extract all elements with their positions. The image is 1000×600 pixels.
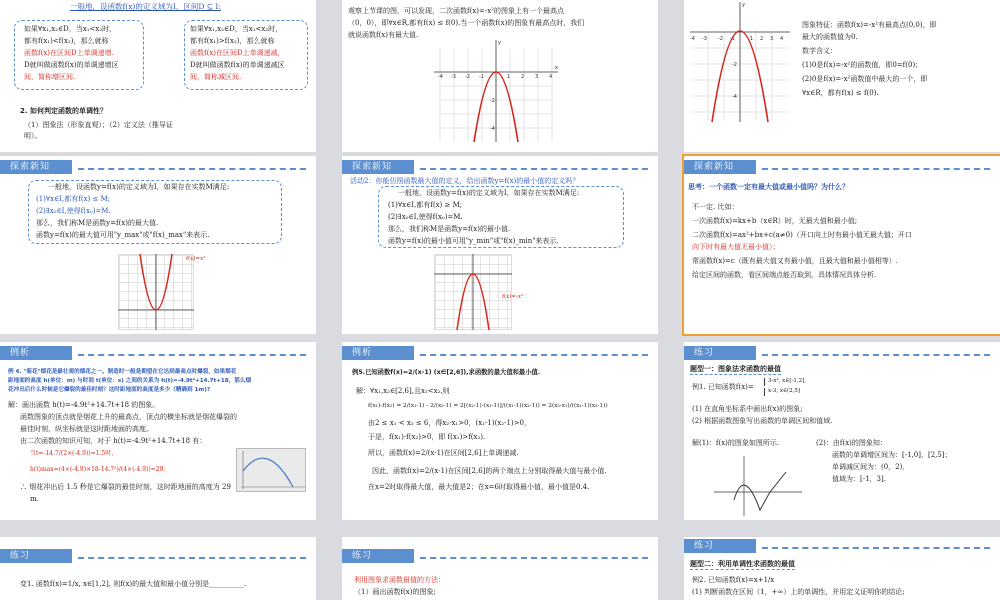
meaning-line-1: (1)0是f(x)=-x²的函数值，即0=f(0)；: [802, 61, 923, 69]
dec-line-5: 间，简称减区间.: [190, 73, 242, 81]
svg-text:1: 1: [507, 74, 511, 80]
solution-line-1: 解：画出函数 h(t)=-4.9t²+14.7t+18 的图象。: [8, 401, 160, 409]
think-question: 思考：一个函数一定有最大值或最小值吗？为什么？: [688, 183, 849, 191]
slide-11-practice[interactable]: [342, 537, 658, 600]
answer-line-1: （1）图象法（形象直观）；（2）定义法（推导证: [24, 121, 173, 129]
slide-tag: 练习: [342, 549, 414, 563]
def-line-1: 一般地，设函数y=f(x)的定义域为I，如果存在实数M满足:: [48, 183, 230, 191]
question: 2. 如何判定函数的单调性？: [20, 107, 107, 115]
svg-text:3: 3: [535, 74, 539, 80]
dec-line-1: 如果∀x₁,x₂∈D，当x₁<x₂时，: [190, 25, 283, 33]
svg-text:-4: -4: [732, 94, 737, 100]
title-band: [684, 346, 1000, 360]
answer-line-3: 二次函数f(x)=ax²+bx+c(a≠0)（开口向上时有最小值无最大值；开口: [692, 231, 912, 239]
slide-1-monotonic-definition[interactable]: [0, 0, 316, 152]
answer-line-6: 给定区间的函数，看区间端点能否取到，具体情况具体分析.: [692, 271, 877, 279]
slide-tag: 例析: [342, 346, 414, 360]
slide-tag: 探索新知: [342, 160, 414, 174]
parabola-graph: [430, 38, 562, 146]
inc-line-2: 都有f(x₁)<f(x₂)，那么就称: [24, 37, 109, 45]
example-statement: 例2. 已知函数f(x)=x+1/x: [692, 576, 775, 584]
svg-text:-2: -2: [490, 98, 495, 104]
slide-5-min-definition[interactable]: [342, 156, 658, 334]
inc-line-5: 间，简称增区间.: [24, 73, 76, 81]
exercise-1: 变1. 函数f(x)=1/x, x∈[1,2], 则f(x)的最大值和最小值分别是__________.: [20, 580, 247, 588]
def-line-3: (2)∃x₀∈I,使得f(x₀)=M.: [36, 207, 111, 215]
task-1: (1) 判断函数在区间（1，+∞）上的单调性，并用定义证明你的结论;: [692, 588, 905, 596]
slide-4-max-definition[interactable]: [0, 156, 316, 334]
type-heading: 题型一：图象法求函数的最值: [690, 364, 781, 375]
inc-line-1: 如果∀x₁,x₂∈D，当x₁<x₂时，: [24, 25, 117, 33]
answer-line-4: 向下时有最大值无最小值）；: [692, 243, 780, 251]
proof-line-4: 于是，f(x₁)-f(x₂)>0，即 f(x₁)>f(x₂).: [368, 433, 486, 441]
slide-tag: 探索新知: [684, 160, 756, 174]
def-line-5: 函数y=f(x)的最大值可用"y_max"或"f(x)_max"来表示.: [36, 231, 210, 239]
answer-4: 单调减区间为：(0，2)．: [832, 463, 910, 471]
def-line-2: (1)∀x∈I,都有f(x) ≥ M;: [388, 201, 463, 209]
svg-text:-2: -2: [732, 62, 737, 68]
function-label: f(x)=-x²: [502, 294, 524, 300]
meaning-line-3: ∀x∈R，都有f(x) ≤ f(0).: [802, 89, 879, 97]
svg-text:4: 4: [780, 36, 784, 42]
svg-text:4: 4: [549, 74, 553, 80]
proof-line-5: 所以，函数f(x)=2/(x-1)在区间[2,6]上单调递减.: [368, 449, 519, 457]
para-line-3: 就说函数f(x)有最大值.: [348, 31, 419, 39]
inc-line-3: 函数f(x)在区间D上单调递增.: [24, 49, 114, 57]
method-heading: 利用图象求函数最值的方法：: [354, 576, 445, 584]
dec-line-3: 函数f(x)在区间D上单调递减，: [190, 49, 285, 57]
dec-line-4: D就叫做函数f(x)的单调递减区: [190, 61, 285, 69]
svg-text:-3: -3: [451, 74, 456, 80]
svg-text:1: 1: [750, 36, 754, 42]
task-2: (2) 根据函数图象写出函数的单调区间和值域.: [692, 417, 833, 425]
slide-8-reciprocal-example[interactable]: [342, 342, 658, 520]
conclusion-line-1: ∴ 烟花冲出后 1.5 秒是它爆裂的最佳时刻，这时距地面的高度为 29: [20, 483, 231, 491]
parabola-graph-2: [688, 0, 792, 124]
svg-text:-1: -1: [479, 74, 484, 80]
conclusion-line-2: m.: [30, 495, 39, 503]
slide-tag: 练习: [0, 549, 72, 563]
title-band: [0, 160, 316, 174]
svg-text:-4: -4: [438, 74, 443, 80]
slide-2-max-observation[interactable]: [342, 0, 658, 152]
solution-line-5: 当t=-14.7/(2×(-4.9))=1.5时，: [30, 450, 118, 457]
proof-line-7: 在x=2时取得最大值，最大值是2；在x=6时取得最小值，最小值是0.4.: [368, 483, 590, 491]
title-band: [342, 346, 658, 360]
answer-line-2: 一次函数f(x)=kx+b（x∈R）时，无最大值和最小值;: [692, 217, 858, 225]
para-line-1: 观察上节课的图，可以发现，二次函数f(x)=-x²的图象上有一个最高点: [348, 7, 564, 15]
svg-text:-4: -4: [690, 36, 695, 42]
feature-line-1: 图象特征：函数f(x)=-x²有最高点(0,0)，即: [802, 21, 937, 29]
upward-parabola: [118, 254, 194, 330]
svg-text:-1: -1: [730, 36, 735, 42]
answer-5: 值域为：[-1，3].: [832, 475, 886, 483]
slide-3-max-meaning[interactable]: [684, 0, 1000, 152]
solution-line-3: 最佳时刻，纵坐标就是这时距地面的高度。: [20, 425, 153, 433]
svg-text:y: y: [742, 2, 745, 8]
type-heading: 题型二：利用单调性求函数的最值: [690, 559, 795, 570]
proof-line-6: 因此，函数f(x)=2/(x-1)在区间[2,6]的两个端点上分别取得最大值与最小值.: [372, 467, 607, 475]
svg-text:x: x: [555, 65, 558, 71]
meaning-line-2: (2)0是f(x)=-x²函数值中最大的一个，即: [802, 75, 928, 83]
example-statement: 例1. 已知函数f(x)=: [692, 383, 754, 391]
svg-text:2: 2: [760, 36, 764, 42]
def-line-4: 那么，我们称M是函数y=f(x)的最大值.: [36, 219, 159, 227]
answer-1: 解(1)：f(x)的图象如图所示.: [692, 439, 780, 447]
problem-line-3: 花冲出后什么时候是它爆裂的最佳时刻？这时距地面的高度是多少（精确到 1m)?: [8, 387, 211, 393]
def-line-4: 那么，我们称M是函数y=f(x)的最小值.: [388, 225, 511, 233]
svg-text:y: y: [498, 40, 501, 46]
solution-line-6: h(t)max=(4×(-4.9)×18-14.7²)/(4×(-4.9))≈29.: [30, 466, 166, 473]
svg-text:-2: -2: [718, 36, 723, 42]
slide-12-practice[interactable]: [684, 537, 1000, 600]
slide-tag: 例析: [0, 346, 72, 360]
svg-text:-4: -4: [490, 126, 495, 132]
title-band: [342, 160, 658, 174]
para-line-2: （0，0），即∀x∈R,都有f(x) ≤ f(0).当一个函数f(x)的图象有最高点时，我们: [348, 19, 585, 27]
function-label: f(x)=x²: [186, 256, 206, 262]
svg-text:-2: -2: [465, 74, 470, 80]
proof-line-1: 解：∀x₁,x₂∈[2,6],且x₁<x₂,则: [356, 387, 450, 395]
svg-text:2: 2: [521, 74, 525, 80]
task-1: (1) 在直角坐标系中画出f(x)的图象;: [692, 405, 803, 413]
height-graph: [236, 448, 306, 492]
inc-line-4: D就叫做函数f(x)的单调递增区: [24, 61, 119, 69]
piece-2: x-3, x∈(2,5]: [764, 388, 800, 396]
answer-line-5: 常函数f(x)=c（既有最大值又有最小值，且最大值和最小值相等）.: [692, 257, 899, 265]
answer-2: (2)：由f(x)的图象知：: [816, 439, 887, 447]
slide-10-practice[interactable]: [0, 537, 316, 600]
title-band: [684, 160, 1000, 174]
def-line-5: 函数y=f(x)的最小值可用"y_min"或"f(x)_min"来表示.: [388, 237, 559, 245]
svg-text:3: 3: [770, 36, 774, 42]
slide-tag: 练习: [684, 539, 756, 553]
solution-line-4: 由二次函数的知识可知，对于 h(t)=-4.9t²+14.7t+18 有：: [20, 437, 207, 445]
activity-question: 活动2：你能仿照函数最大值的定义，给出函数y=f(x)的最小值的定义吗？: [350, 177, 580, 185]
dec-line-2: 都有f(x₁)>f(x₂)，那么就称: [190, 37, 275, 45]
answer-line-2: 明）。: [24, 132, 42, 140]
proof-line-3: 由2 ≤ x₁ < x₂ ≤ 6，得x₂-x₁>0，(x₁-1)(x₂-1)>0，: [368, 419, 531, 427]
meaning-heading: 数学含义：: [802, 47, 837, 55]
slide-9-piecewise-practice[interactable]: [684, 342, 1000, 520]
slide-7-firework-example[interactable]: [0, 342, 316, 520]
title-band: [0, 549, 316, 563]
piece-1: 3-x², x∈[-1,2],: [764, 378, 806, 386]
downward-parabola: [434, 254, 512, 330]
feature-line-2: 最大的函数值为0.: [802, 33, 858, 41]
answer-3: 函数的单调增区间为：[-1,0]，[2,5]；: [832, 451, 952, 459]
svg-text:-3: -3: [702, 36, 707, 42]
slide-tag: 探索新知: [0, 160, 72, 174]
piecewise-graph: [710, 452, 806, 518]
problem-line-2: 距地面的高度 h(单位：m) 与时间 t(单位：s) 之间的关系为 h(t)=-4.9t²+14.7t+18，那么烟: [8, 378, 252, 384]
title-band: [684, 539, 1000, 553]
proof-line-2: f(x₁)-f(x₂) = 2/(x₁-1) - 2/(x₂-1) = 2[(x₂-1)-(x₁-1)]/((x₁-1)(x₂-1)) = 2(x₂-x₁)/((x₁-1)(x₂-1)): [368, 403, 608, 409]
slide-6-max-min-existence[interactable]: [684, 156, 1000, 334]
def-line-3: (2)∃x₀∈I,使得f(x₀)=M.: [388, 213, 463, 221]
method-step-1: （1）画出函数f(x)的图象;: [354, 588, 436, 596]
definition-heading: 一般地，设函数f(x)的定义域为I，区间D ⊆ I:: [70, 2, 221, 11]
problem-line-1: 例 4. "菊花"烟花是最壮观的烟花之一。制造时一般是期望在它达到最高点时爆裂，如果烟花: [8, 369, 237, 375]
title-band: [342, 549, 658, 563]
answer-line-1: 不一定. 比如：: [692, 203, 739, 211]
slide-tag: 练习: [684, 346, 756, 360]
def-line-2: (1)∀x∈I,都有f(x) ≤ M;: [36, 195, 111, 203]
title-band: [0, 346, 316, 360]
example-statement: 例5.已知函数f(x)=2/(x-1) (x∈[2,6]),求函数的最大值和最小值.: [352, 369, 541, 376]
def-line-1: 一般地，设函数y=f(x)的定义域为I，如果存在实数M满足:: [398, 189, 580, 197]
solution-line-2: 函数图象的顶点就是烟花上升的最高点，顶点的横坐标就是烟花爆裂的: [20, 413, 237, 421]
